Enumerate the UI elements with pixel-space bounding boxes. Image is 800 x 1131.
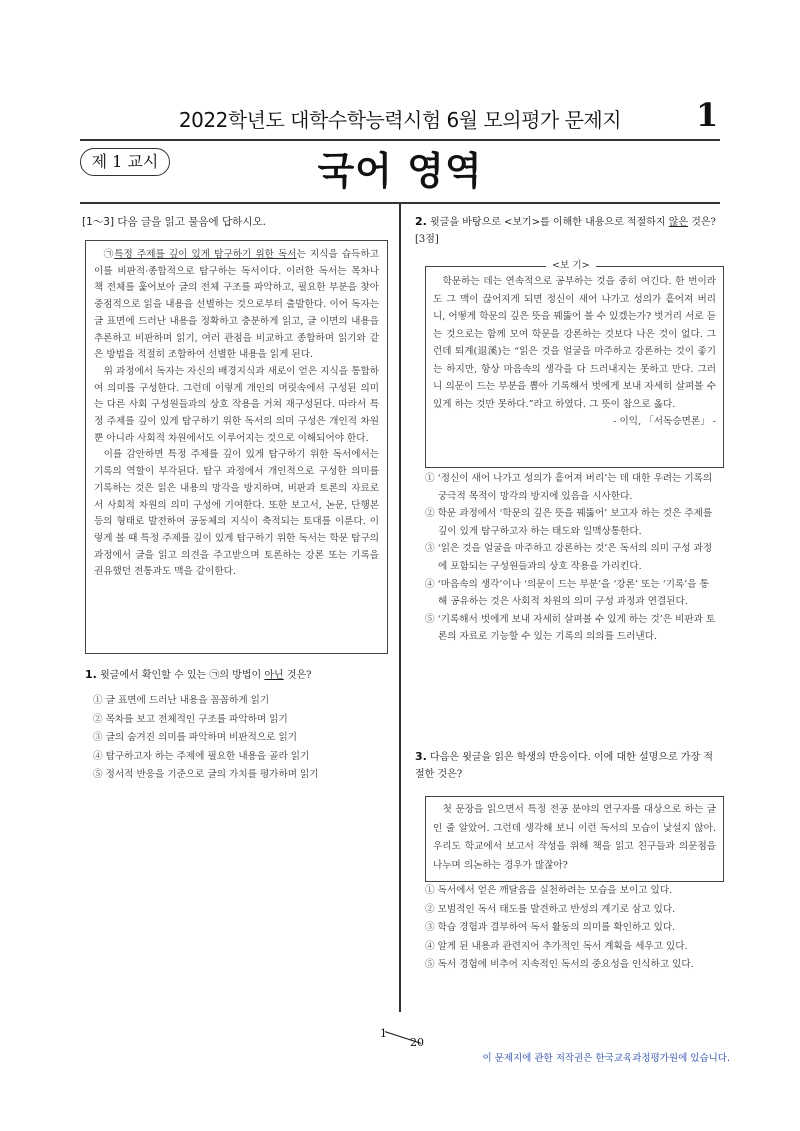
question-3 xyxy=(415,748,720,783)
passage-p1-rest: 는 지식을 습득하고 이를 비판적·종합적으로 탐구하는 독서이다. 이러한 독서는 목차나 책 전체를 훑어보아 글의 전체 구조를 파악하고, 필요한 부분을 찾아 중점적으로 읽을 내용을 선별하는 것으로부터 출발한다. 이어 독자는 글 표면에 드러난 내용을 정확하고 충분하게 읽고, 글 이면의 내용을 추론하고 비판하며 읽기, 여러 관점을 비교하고 종합하며 읽기와 같은 방법을 적절히 조합하여 선별한 내용을 읽게 된다. xyxy=(94,249,379,361)
bogi-box xyxy=(425,266,724,468)
question-stem: 다음은 윗글을 읽은 학생의 반응이다. 이에 대한 설명으로 가장 적절한 것은? xyxy=(415,752,713,780)
question-2 xyxy=(415,213,720,248)
choice-5[interactable]: ⑤ 독서 경험에 비추어 지속적인 독서의 중요성을 인식하고 있다. xyxy=(425,959,694,971)
question-stem-end: 것은? [3점] xyxy=(415,217,716,245)
question-stem: 윗글에서 확인할 수 있는 ㉠의 방법이 xyxy=(100,670,265,681)
choice-2[interactable]: ② 모범적인 독서 태도를 발견하고 반성의 계기로 삼고 있다. xyxy=(425,903,676,915)
page-current: 1 xyxy=(380,1027,387,1040)
question-stem-end: 것은? xyxy=(283,670,312,681)
question-stem-emphasis: 않은 xyxy=(668,217,689,228)
passage-underlined-phrase: 특정 주제를 깊이 있게 탐구하기 위한 독서 xyxy=(114,249,297,260)
subject-title: 국어 영역 xyxy=(317,149,483,193)
choice-1[interactable]: ① 독서에서 얻은 깨달음을 실천하려는 모습을 보이고 있다. xyxy=(425,885,673,896)
question-3-choices xyxy=(425,882,718,975)
session-badge: 제 1 교시 xyxy=(80,148,170,176)
choice-2[interactable]: ② 학문 과정에서 ‘학문의 깊은 뜻을 꿰뚫어’ 보고자 하는 것은 주제를 깊이 있게 탐구하고자 하는 태도와 일맥상통한다. xyxy=(425,508,713,537)
passage-paragraph-2: 위 과정에서 독자는 자신의 배경지식과 새로이 얻은 지식을 통합하여 의미를 구성한다. 그런데 이렇게 개인의 머릿속에서 구성된 의미는 다른 사회 구성원들과의 상호 작용을 거쳐 재구성된다. 따라서 특정 주제를 깊이 있게 탐구하기 위한 독서의 의미 구성은 개인적 차원뿐 아니라 사회적 차원에서도 이루어지는 것으로 이해되어야 한다. xyxy=(94,365,379,444)
question-1-choices xyxy=(93,692,393,785)
passage-paragraph-3: 이를 감안하면 특정 주제를 깊이 있게 탐구하기 위한 독서에서는 기록의 역할이 부각된다. 탐구 과정에서 개인적으로 구성한 의미를 기록하는 것은 읽은 내용의 망각을 방지하며, 비판과 토론의 자료로서 사회적 차원의 의미 구성에 기여한다. 또한 보고서, 논문, 단행본 등의 형태로 발전하여 공동체의 지식이 축적되는 토대를 이룬다. 이렇게 볼 때 특정 주제를 깊이 있게 탐구하기 위한 독서는 학문 탐구의 과정에서 글을 읽고 의견을 주고받으며 토론하는 강론 또는 기록을 권유했던 전통과도 맥을 같이한다. xyxy=(94,449,379,578)
student-response-box xyxy=(425,796,724,882)
passage-marker: ㉠ xyxy=(103,249,115,260)
question-number: 3. xyxy=(415,750,427,763)
question-stem: 윗글을 바탕으로 <보기>를 이해한 내용으로 적절하지 xyxy=(430,217,669,228)
choice-1[interactable]: ① 글 표면에 드러난 내용을 꼼꼼하게 읽기 xyxy=(93,695,270,706)
choice-3[interactable]: ③ ‘읽은 것을 얼굴을 마주하고 강론하는 것’은 독서의 의미 구성 과정에 포함되는 구성원들과의 상호 작용을 가리킨다. xyxy=(425,543,713,572)
exam-title: 2022학년도 대학수학능력시험 6월 모의평가 문제지 xyxy=(178,108,622,132)
student-response-text: 첫 문장을 읽으면서 특정 전공 분야의 연구자를 대상으로 하는 글인 줄 알았어. 그런데 생각해 보니 이런 독서의 모습이 낯설지 않아. 우리도 학교에서 보고서 작성을 위해 책을 읽고 친구들과 의문점을 나누며 의논하는 경우가 많잖아? xyxy=(433,804,716,871)
page-number-top: 1 xyxy=(696,96,719,134)
question-group-instruction: [1～3] 다음 글을 읽고 물음에 답하시오. xyxy=(82,216,266,228)
question-number: 1. xyxy=(85,668,97,681)
bogi-label: <보 기> xyxy=(546,257,596,271)
choice-4[interactable]: ④ 탐구하고자 하는 주제에 필요한 내용을 골라 읽기 xyxy=(93,750,310,762)
choice-3[interactable]: ③ 글의 숨겨진 의미를 파악하며 비판적으로 읽기 xyxy=(93,732,297,744)
question-number: 2. xyxy=(415,215,427,228)
page-total: 20 xyxy=(410,1036,424,1049)
bogi-text: 학문하는 데는 연속적으로 공부하는 것을 중히 여긴다. 한 번이라도 그 맥이 끊어지게 되면 정신이 새어 나가고 성의가 흩어져 버리니, 어떻게 학문의 깊은 뜻을 꿰뚫어 볼 수 있겠는가? 벗거리 서로 듣는 것으로는 함께 모여 학문을 강론하는 것보다 나은 것이 없다. 그런데 퇴계(退溪)는 “읽은 것을 얼굴을 마주하고 강론하는 것이 좋기는 하지만, 항상 마음속의 생각을 다 드러내지는 못하고 만다. 그러니 의문이 드는 부분을 뽑아 기록해서 벗에게 보내 자세히 살펴볼 수 있게 하는 것만 못하다.”라고 하였다. 그 뜻이 참으로 옳다. xyxy=(433,276,716,410)
column-divider xyxy=(399,204,401,1012)
choice-5[interactable]: ⑤ 정서적 반응을 기준으로 글의 가치를 평가하며 읽기 xyxy=(93,769,319,781)
choice-3[interactable]: ③ 학습 경험과 결부하여 독서 활동의 의미를 확인하고 있다. xyxy=(425,922,676,934)
question-stem-emphasis: 아닌 xyxy=(264,670,284,681)
reading-passage xyxy=(85,240,388,654)
question-1 xyxy=(85,666,385,684)
choice-1[interactable]: ① ‘정신이 새어 나가고 성의가 흩어져 버리’는 데 대한 우려는 기록의 궁극적 목적이 망각의 방지에 있음을 시사한다. xyxy=(425,473,713,502)
copyright-notice: 이 문제지에 관한 저작권은 한국교육과정평가원에 있습니다. xyxy=(482,1053,730,1064)
passage-paragraph-1 xyxy=(94,247,379,364)
choice-4[interactable]: ④ ‘마음속의 생각’이나 ‘의문이 드는 부분’을 ‘강론’ 또는 ‘기록’을 통해 공유하는 것은 사회적 차원의 의미 구성 과정과 연결된다. xyxy=(425,578,709,608)
question-2-choices xyxy=(425,470,718,646)
page-indicator xyxy=(378,1027,426,1049)
choice-5[interactable]: ⑤ ‘기록해서 벗에게 보내 자세히 살펴볼 수 있게 하는 것’은 비판과 토론의 자료로 기능할 수 있는 기록의 의의를 드러낸다. xyxy=(425,613,716,643)
bogi-source: - 이익, 「서독승면론」 - xyxy=(613,416,716,427)
choice-4[interactable]: ④ 알게 된 내용과 관련지어 추가적인 독서 계획을 세우고 있다. xyxy=(425,940,688,952)
choice-2[interactable]: ② 목차를 보고 전체적인 구조를 파악하며 읽기 xyxy=(93,713,288,725)
